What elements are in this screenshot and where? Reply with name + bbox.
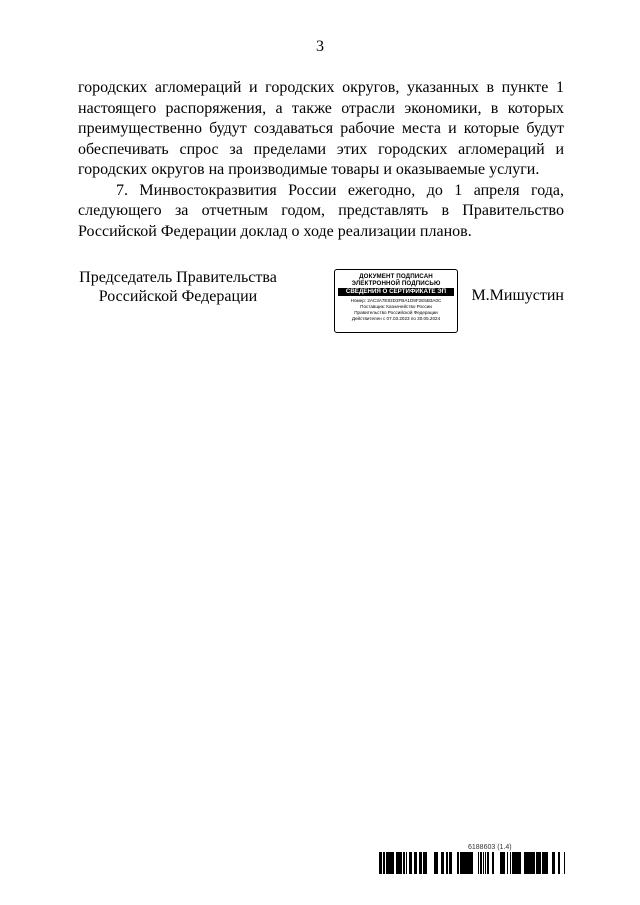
barcode-bar: [514, 852, 516, 874]
barcode-bar: [531, 852, 532, 874]
barcode-bar: [507, 852, 508, 874]
barcode-bar: [441, 852, 442, 874]
barcode-bar: [460, 852, 462, 874]
barcode-bar: [425, 852, 427, 874]
barcode-bar: [536, 852, 537, 874]
barcode-bar: [393, 852, 394, 874]
barcode-bar: [529, 852, 531, 874]
barcode-bar: [492, 852, 494, 874]
barcode-bar: [516, 852, 517, 874]
barcode-bar: [409, 852, 410, 874]
barcode-bar: [442, 852, 444, 874]
barcode-bar: [462, 852, 463, 874]
barcode-bar: [463, 852, 464, 874]
barcode-bar: [534, 852, 535, 874]
electronic-signature-stamp: [334, 269, 458, 333]
barcode-bar: [512, 852, 514, 874]
barcode-bar: [465, 852, 466, 874]
barcode-bar: [396, 852, 397, 874]
barcode-bar: [386, 852, 388, 874]
barcode-bar: [532, 852, 533, 874]
barcode-bar: [424, 852, 425, 874]
barcode-bar: [472, 852, 473, 874]
barcode-bar: [399, 852, 400, 874]
barcode-bar: [466, 852, 468, 874]
barcode-bar: [554, 852, 555, 874]
barcode-bar: [544, 852, 545, 874]
barcode-bar: [528, 852, 529, 874]
barcode-bar: [446, 852, 448, 874]
barcode-bar: [558, 852, 559, 874]
barcode-bar: [436, 852, 437, 874]
barcode-bar: [449, 852, 451, 874]
stamp-owner: Правительство Российской Федерации: [354, 310, 438, 315]
barcode-bar: [510, 852, 511, 874]
stamp-title-line1: ДОКУМЕНТ ПОДПИСАН: [359, 273, 433, 280]
barcode-bar: [457, 852, 458, 874]
barcode-bar: [524, 852, 526, 874]
barcode-bar: [388, 852, 389, 874]
barcode-bar: [552, 852, 554, 874]
barcode-bar: [434, 852, 436, 874]
barcode-bar: [503, 852, 505, 874]
barcode-bar: [520, 852, 521, 874]
barcode-bar: [471, 852, 472, 874]
stamp-title-line2: ЭЛЕКТРОННОЙ ПОДПИСЬЮ: [351, 280, 441, 287]
barcode-bar: [403, 852, 404, 874]
paragraph-continuation: городских агломераций и городских округов, указанных в пункте 1 настоящего распоряжения, а также отрасли экономики, в которых преимущественно будут создаваться рабочие места и которые будут обеспечивать спрос за пределами этих городских агломераций и городских округов на производимые товары и оказываемые услуги.: [78, 79, 564, 178]
barcode-bar: [468, 852, 469, 874]
stamp-validity: Действителен с 07.03.2023 по 30.05.2024: [351, 316, 441, 321]
barcode-bar: [458, 852, 459, 874]
barcode-bar: [391, 852, 393, 874]
barcode-bar: [421, 852, 422, 874]
stamp-certificate-bar: СВЕДЕНИЯ О СЕРТИФИКАТЕ ЭП: [338, 288, 454, 296]
barcode-bar: [539, 852, 540, 874]
barcode-bar: [540, 852, 541, 874]
barcode-bar: [379, 852, 380, 874]
barcode-bar: [406, 852, 407, 874]
barcode-bar: [410, 852, 412, 874]
barcode-bar: [542, 852, 544, 874]
barcode-image: [379, 852, 565, 874]
barcode-bar: [478, 852, 479, 874]
stamp-cert-number: Номер: 2AC3A7E83D3FBA1D9F2E5B3A0C: [350, 298, 442, 303]
signatory-position: [78, 268, 278, 306]
barcode-bar: [397, 852, 399, 874]
barcode-bar: [518, 852, 520, 874]
barcode-bar: [383, 852, 385, 874]
paragraph-item-7: 7. Минвостокразвития России ежегодно, до 1 апреля года, следующего за отчетным годом, представлять в Правительство Российской Федерации доклад о ходе реализации планов.: [78, 181, 564, 240]
barcode-bar: [469, 852, 471, 874]
barcode-bar: [389, 852, 391, 874]
barcode-bar: [526, 852, 528, 874]
barcode-bar: [415, 852, 416, 874]
document-body: [78, 78, 564, 242]
barcode-bar: [380, 852, 381, 874]
barcode-bar: [414, 852, 415, 874]
barcode-bar: [437, 852, 438, 874]
signatory-position-line2: Российской Федерации: [98, 288, 258, 305]
barcode-bar: [400, 852, 402, 874]
stamp-issuer: Поставщик: Казначейство России: [360, 304, 432, 309]
signatory-name: М.Мишустин: [471, 287, 564, 304]
barcode-bar: [546, 852, 548, 874]
barcode-bar: [480, 852, 481, 874]
barcode-bar: [501, 852, 503, 874]
barcode-bar: [487, 852, 489, 874]
signatory-position-line1: Председатель Правительства: [79, 269, 277, 286]
barcode-bar: [500, 852, 501, 874]
barcode-bar: [404, 852, 405, 874]
barcode-bar: [481, 852, 482, 874]
barcode-bar: [416, 852, 417, 874]
barcode-bar: [559, 852, 560, 874]
barcode-bar: [423, 852, 424, 874]
page-number: 3: [316, 38, 324, 55]
barcode-bar: [545, 852, 546, 874]
barcode-bar: [564, 852, 565, 874]
barcode-bar: [485, 852, 486, 874]
barcode-bar: [451, 852, 452, 874]
barcode-number: 6188603 (1.4): [468, 844, 512, 851]
barcode-bar: [464, 852, 465, 874]
barcode-bar: [537, 852, 539, 874]
barcode-bar: [419, 852, 421, 874]
barcode-bar: [517, 852, 518, 874]
barcode-bar: [533, 852, 534, 874]
barcode-bar: [483, 852, 484, 874]
barcode-bar: [381, 852, 382, 874]
